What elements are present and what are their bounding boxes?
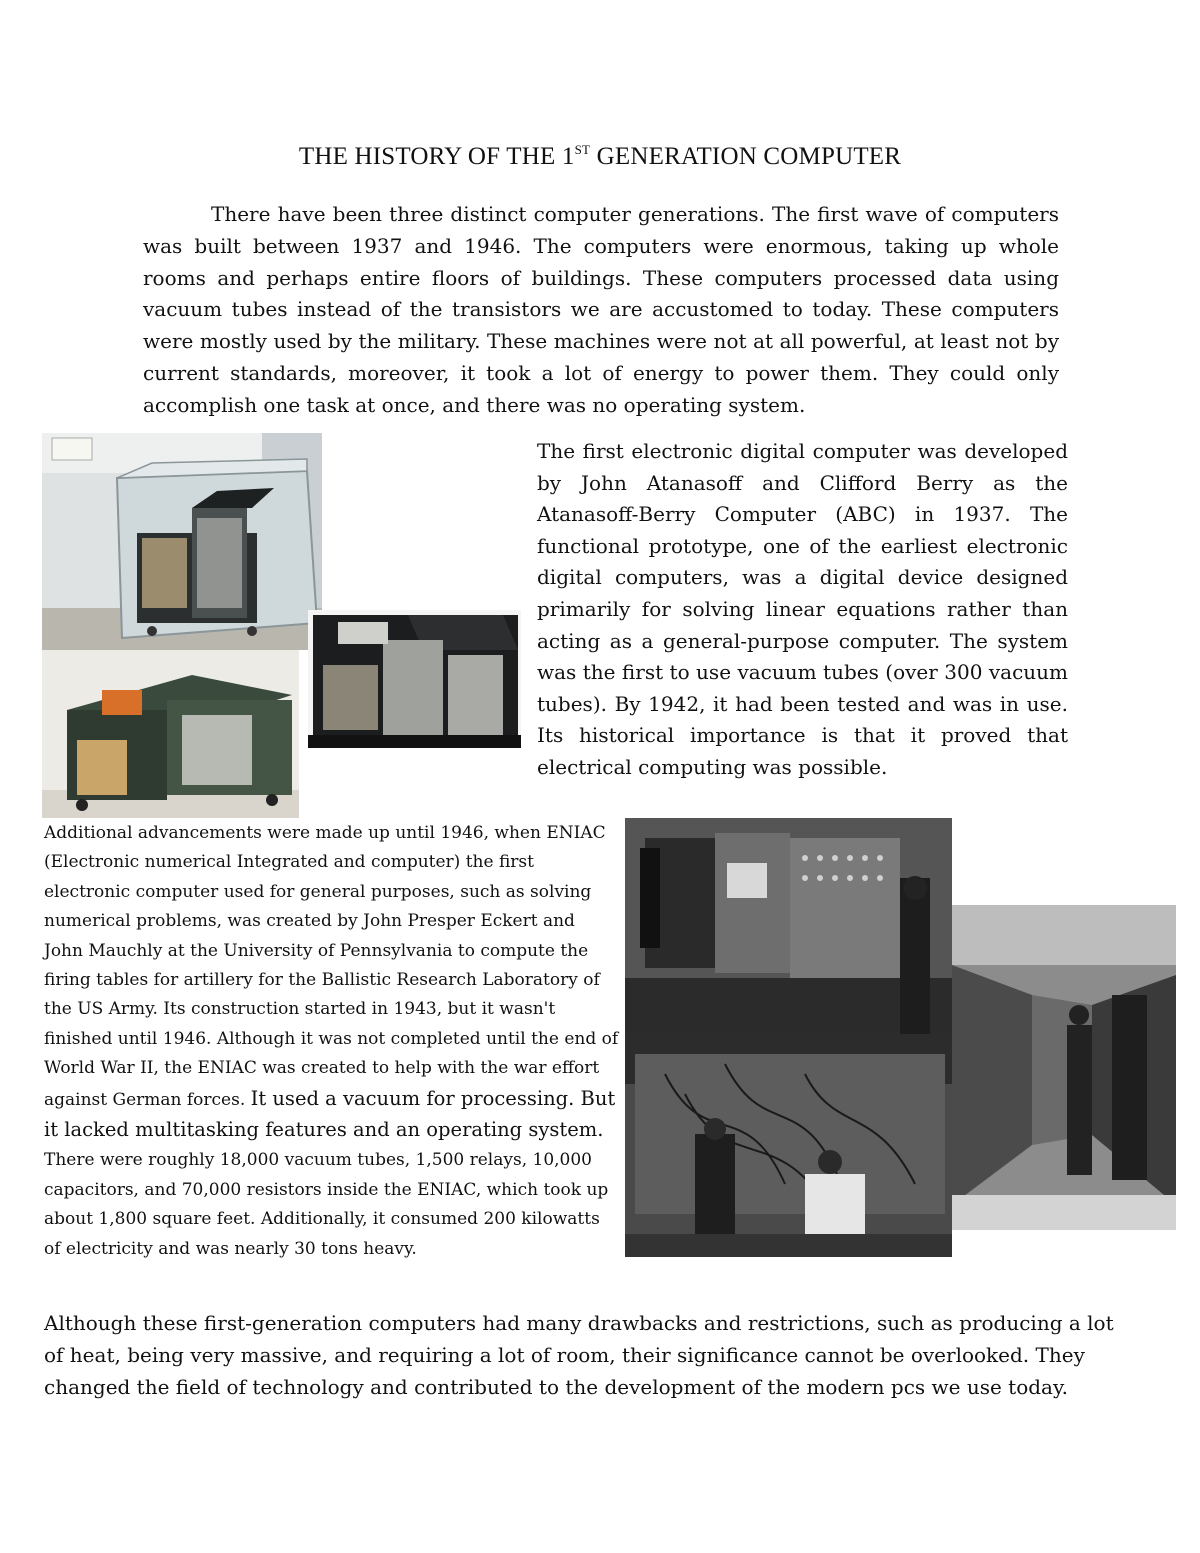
intro-paragraph: There have been three distinct computer generations. The first wave of computers was built between 1937 and 1946. The computers were enormous, taking up whole rooms and perhaps entire floors of buildings. These computers processed data using vacuum tubes instead of the transistors we are accustomed to today. These computers were mostly used by the military. These machines were not at all powerful, at least not by current standards, moreover, it took a lot of energy to power them. They could only accomplish one task at once, and there was no operating system. <box>143 202 1059 417</box>
eniac-paragraph: Additional advancements were made up until 1946, when ENIAC (Electronic numerical Integrated and computer) the first electronic computer used for general purposes, such as solving numerical problems, was created by John Presper Eckert and John Mauchly at the University of Pennsylvania to compute the firing tables for artillery for the Ballistic Research Laboratory of the US Army. Its construction started in 1943, but it wasn't finished until 1946. Although it was not completed until the end of World War II, the ENIAC was created to help with the war effort against German forces. It used a vacuum for processing. But it lacked multitasking features and an operating system. There were roughly 18,000 vacuum tubes, 1,500 relays, 10,000 capacitors, and 70,000 resistors inside the ENIAC, which took up about 1,800 square feet. Additionally, it consumed 200 kilowatts of electricity and was nearly 30 tons heavy. <box>44 823 619 1259</box>
closing-paragraph: Although these first-generation computers had many drawbacks and restrictions, such as producing a lot of heat, being very massive, and requiring a lot of room, their significance cannot be overlooked. They changed the field of technology and contributed to the development of the modern pcs we use today. <box>44 1311 1114 1399</box>
abc-replica-photo <box>308 610 521 748</box>
eniac-panel-operators-photo <box>625 818 952 1034</box>
abc-glass-case-photo <box>42 433 322 650</box>
eniac-room-photo <box>952 905 1176 1230</box>
abc-open-frame-photo <box>42 650 299 818</box>
page-title: THE HISTORY OF THE 1ST GENERATION COMPUTER <box>298 142 902 170</box>
abc-paragraph: The first electronic digital computer was developed by John Atanasoff and Clifford Berry as the Atanasoff-Berry Computer (ABC) in 1937. The functional prototype, one of the earliest electronic digital computers, was a digital device designed primarily for solving linear equations rather than acting as a general-purpose computer. The system was the first to use vacuum tubes (over 300 vacuum tubes). By 1942, it had been tested and was in use. Its historical importance is that it proved that electrical computing was possible. <box>537 439 1068 779</box>
eniac-programmers-photo <box>625 1034 952 1257</box>
